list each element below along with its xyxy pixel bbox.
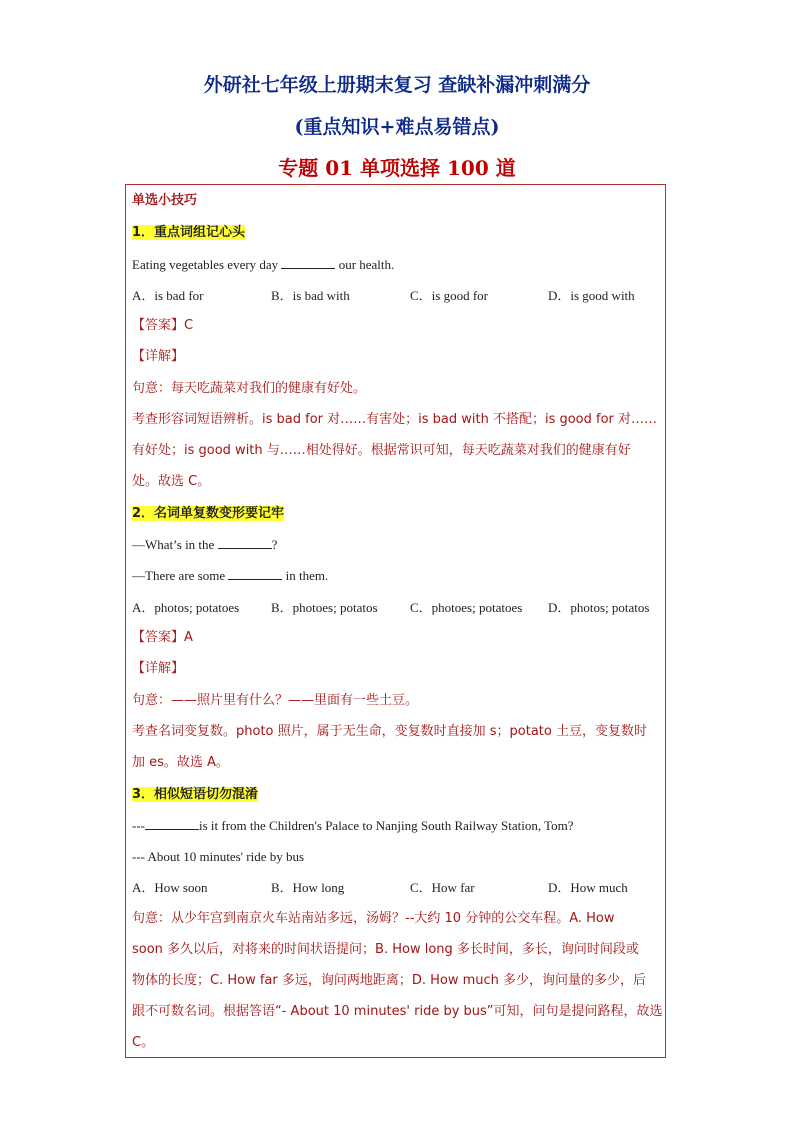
doc-subtitle: (重点知识+难点易错点) <box>294 116 500 138</box>
sentence-meaning: 句意：每天吃蔬菜对我们的健康有好处。 <box>132 381 367 396</box>
detail-label: 【详解】 <box>132 349 185 364</box>
answer-blank <box>145 817 199 830</box>
answer-blank <box>228 567 282 580</box>
answer: 【答案】A <box>132 630 193 645</box>
explanation-line: 句意：从少年宫到南京火车站南站多远，汤姆？--大约 10 分钟的公交车程。A. How <box>132 911 615 926</box>
explanation-line: C。 <box>132 1035 155 1050</box>
answer-blank <box>281 256 335 269</box>
option-a: A．photos; potatoes <box>132 600 240 615</box>
topic-title: 专题 01 单项选择 100 道 <box>278 156 516 180</box>
answer-blank <box>218 536 272 549</box>
option-b: B．How long <box>271 880 345 895</box>
section-3-question: --- is it from the Children's Palace to Nanjing South Railway Station, Tom? <box>132 818 574 833</box>
option-b: B．photoes; potatos <box>271 600 378 615</box>
section-1-question: Eating vegetables every day our health. <box>132 257 395 272</box>
explanation-line: 考查名词变复数。photo 照片，属于无生命，变复数时直接加 s；potato 土豆，变复数时 <box>132 724 647 739</box>
option-a: A．is bad for <box>132 288 204 303</box>
option-a: A．How soon <box>132 880 208 895</box>
explanation-line: soon 多久以后，对将来的时间状语提问；B. How long 多长时间，多长，询问时间段或 <box>132 942 639 957</box>
detail-label: 【详解】 <box>132 661 185 676</box>
option-b: B．is bad with <box>271 288 350 303</box>
option-c: C．is good for <box>410 288 489 303</box>
section-2-question: —What’s in the ? <box>132 537 278 552</box>
section-3-heading: 3．相似短语切勿混淆 <box>132 787 259 802</box>
section-2-question: —There are some in them. <box>132 568 329 583</box>
option-c: C．How far <box>410 880 475 895</box>
explanation-line: 物体的长度；C. How far 多远，询问两地距离；D. How much 多少，询问量的多少，后 <box>132 973 647 988</box>
explanation-line: 考查形容词短语辨析。is bad for 对……有害处；is bad with 不搭配；is good for 对…… <box>132 412 658 427</box>
section-2-heading: 2．名词单复数变形要记牢 <box>132 506 285 521</box>
option-d: D．How much <box>548 880 628 895</box>
section-1-heading: 1．重点词组记心头 <box>132 225 246 240</box>
explanation-line: 有好处；is good with 与……相处得好。根据常识可知，每天吃蔬菜对我们的健康有好 <box>132 443 631 458</box>
answer: 【答案】C <box>132 318 194 333</box>
explanation-line: 跟不可数名词。根据答语“- About 10 minutes' ride by bus”可知，问句是提问路程，故选 <box>132 1004 663 1019</box>
explanation-line: 加 es。故选 A。 <box>132 755 229 770</box>
sentence-meaning: 句意：——照片里有什么？——里面有一些土豆。 <box>132 693 419 708</box>
box-title: 单选小技巧 <box>132 193 198 208</box>
option-d: D．photos; potatos <box>548 600 650 615</box>
section-3-reply: --- About 10 minutes' ride by bus <box>132 849 305 864</box>
explanation-line: 处。故选 C。 <box>132 474 211 489</box>
option-d: D．is good with <box>548 288 635 303</box>
doc-title: 外研社七年级上册期末复习 查缺补漏冲刺满分 <box>203 74 591 96</box>
option-c: C．photoes; potatoes <box>410 600 523 615</box>
